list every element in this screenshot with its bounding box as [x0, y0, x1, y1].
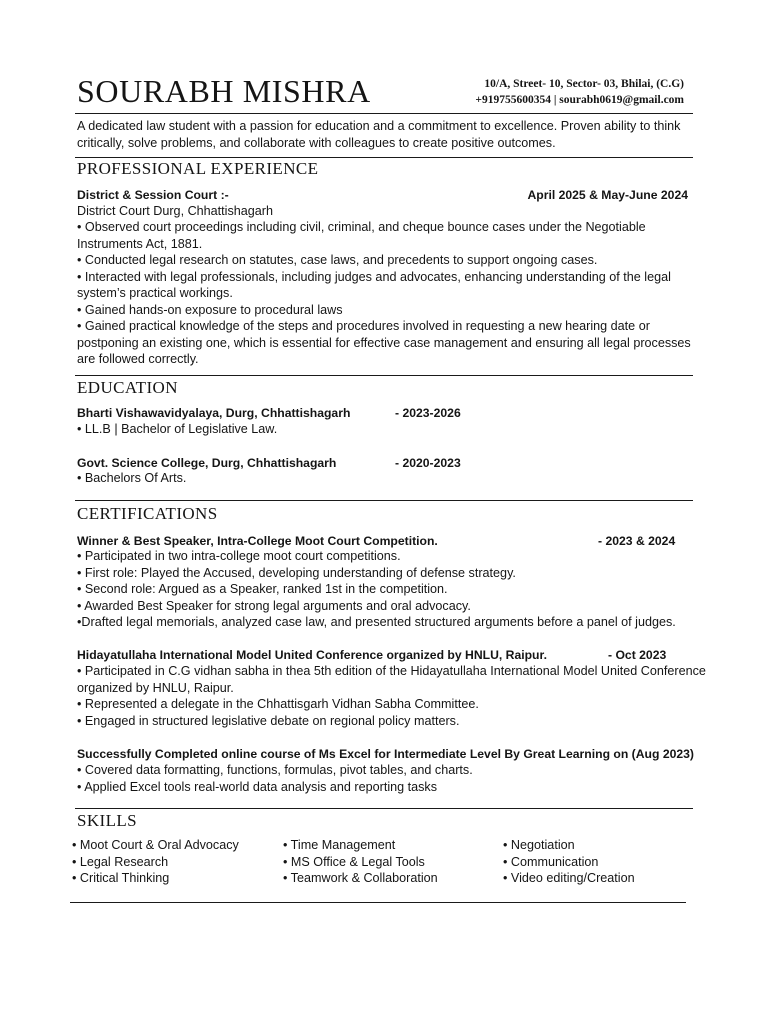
certification-title: Winner & Best Speaker, Intra-College Moot Court Competition. [77, 534, 438, 548]
list-item: •Drafted legal memorials, analyzed case law, and presented structured arguments before a panel of judges. [77, 615, 676, 629]
certification-title: Hidayatullaha International Model United Conference organized by HNLU, Raipur. [77, 648, 547, 662]
list-item: • Gained hands-on exposure to procedural laws [77, 302, 343, 317]
experience-date: April 2025 & May-June 2024 [527, 188, 688, 202]
list-item: • Interacted with legal professionals, including judges and advocates, enhancing understanding of the legal system’s practical workings. [77, 269, 671, 300]
address-text: 10/A, Street- 10, Sector- 03, Bhilai, (C.G) [484, 78, 684, 90]
education-school: Govt. Science College, Durg, Chhattishagarh [77, 456, 337, 470]
list-item: • Covered data formatting, functions, formulas, pivot tables, and charts. [77, 763, 473, 777]
skill-item: • Negotiation [503, 838, 575, 852]
education-detail: • Bachelors Of Arts. [77, 471, 187, 485]
list-item: • Observed court proceedings including civil, criminal, and cheque bounce cases under the Negotiable Instruments Act, 1881. [77, 220, 646, 251]
skill-item: • MS Office & Legal Tools [283, 855, 425, 869]
skill-item: • Teamwork & Collaboration [283, 871, 438, 885]
certification-bullets [77, 548, 717, 631]
education-years: - 2020-2023 [395, 456, 461, 470]
list-item: • Participated in two intra-college moot court competitions. [77, 549, 401, 563]
list-item: • First role: Played the Accused, developing understanding of defense strategy. [77, 565, 516, 580]
list-item: • Engaged in structured legislative debate on regional policy matters. [77, 713, 460, 728]
footer-divider [70, 902, 686, 903]
education-heading: EDUCATION [77, 378, 178, 397]
list-item: • Conducted legal research on statutes, case laws, and precedents to support ongoing cases. [77, 253, 598, 267]
list-item: • Applied Excel tools real-world data analysis and reporting tasks [77, 779, 438, 794]
skill-item: • Legal Research [72, 855, 169, 869]
certification-title: Successfully Completed online course of Ms Excel for Intermediate Level By Great Learning on (Aug 2023) [77, 747, 694, 761]
education-divider [75, 500, 693, 501]
experience-heading: PROFESSIONAL EXPERIENCE [77, 159, 319, 178]
experience-place: District Court Durg, Chhattishagarh [77, 204, 273, 218]
list-item: • Represented a delegate in the Chhattisgarh Vidhan Sabha Committee. [77, 697, 479, 711]
skill-item: • Communication [503, 855, 599, 869]
education-years: - 2023-2026 [395, 406, 461, 420]
experience-bullets [77, 219, 702, 368]
skill-item: • Time Management [283, 838, 396, 852]
list-item: • Awarded Best Speaker for strong legal arguments and oral advocacy. [77, 598, 471, 613]
summary-text: A dedicated law student with a passion for education and a commitment to excellence. Proven ability to think critically, solve problems, and collaborate with colleagues to create positive outcomes. [77, 119, 681, 150]
skills-heading: SKILLS [77, 811, 138, 830]
education-detail: • LL.B | Bachelor of Legislative Law. [77, 422, 278, 436]
skill-item: • Moot Court & Oral Advocacy [72, 838, 239, 852]
header-divider [75, 113, 693, 114]
experience-title: District & Session Court :- [77, 188, 229, 202]
list-item: • Gained practical knowledge of the steps and procedures involved in requesting a new hearing date or postponing an existing one, which is essential for effective case management and ensuring all legal processes are followed correctly. [77, 319, 691, 366]
certification-bullets [77, 762, 717, 795]
resume-name: SOURABH MISHRA [77, 73, 371, 109]
education-school: Bharti Vishawavidyalaya, Durg, Chhattishagarh [77, 406, 351, 420]
certification-bullets [77, 663, 717, 729]
skill-item: • Video editing/Creation [503, 871, 635, 885]
certification-date: - Oct 2023 [608, 648, 667, 662]
experience-divider [75, 375, 693, 376]
certification-date: - 2023 & 2024 [598, 534, 676, 548]
skill-item: • Critical Thinking [72, 871, 170, 885]
list-item: • Participated in C.G vidhan sabha in thea 5th edition of the Hidayatullaha International Model United Conference organized by HNLU, Raipur. [77, 664, 706, 695]
summary-divider [75, 157, 693, 158]
certifications-heading: CERTIFICATIONS [77, 504, 218, 523]
list-item: • Second role: Argued as a Speaker, ranked 1st in the competition. [77, 582, 448, 596]
contact-text: +919755600354 | sourabh0619@gmail.com [475, 94, 684, 106]
certifications-divider [75, 808, 693, 809]
